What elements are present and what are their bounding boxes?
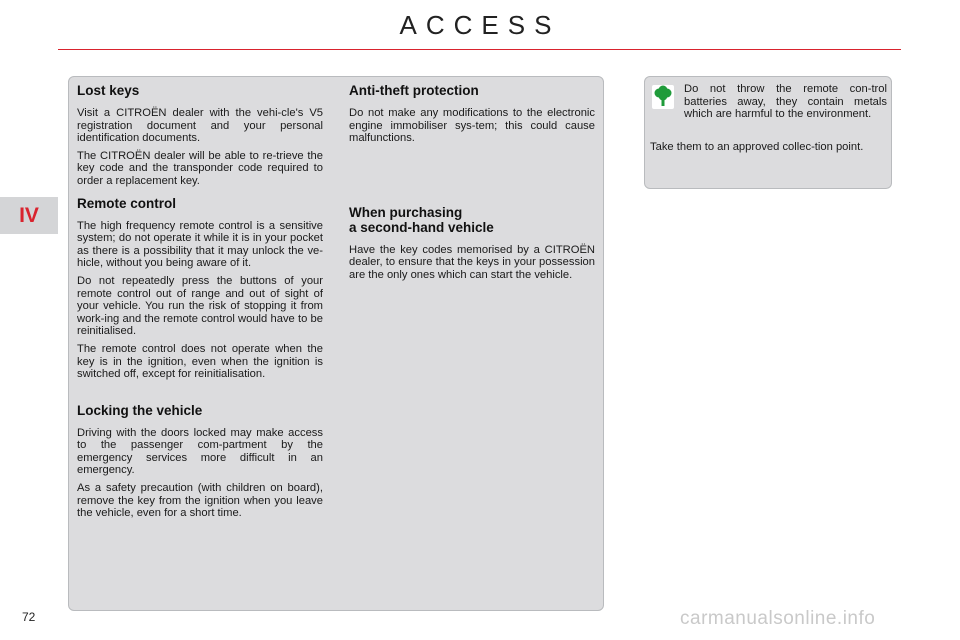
section-locking-vehicle: [77, 403, 323, 520]
tree-icon: [652, 85, 674, 109]
purchase-heading-line-2: a second-hand vehicle: [349, 219, 494, 235]
purchase-paragraph-1: Have the key codes memorised by a CITROËN dealer, to ensure that the keys in your possession are the only ones which can start the vehicle.: [349, 243, 595, 281]
section-second-hand-purchase: [349, 205, 595, 282]
remote-control-heading: Remote control: [77, 195, 177, 211]
right-column: [349, 83, 595, 287]
page-title: ACCESS: [399, 10, 561, 40]
tree-icon-graphic: [652, 85, 674, 109]
locking-paragraph-2: As a safety precaution (with children on board), remove the key from the ignition when you leave the vehicle, even for a short time.: [77, 482, 323, 520]
section-lost-keys: [77, 83, 323, 188]
remote-control-paragraph-3: The remote control does not operate when the key is in the ignition, even when the ignition is switched off, except for reinitialisation.: [77, 342, 323, 381]
title-divider: [58, 49, 901, 50]
section-anti-theft: [349, 83, 595, 145]
purchase-heading-line-1: When purchasing: [349, 204, 463, 220]
remote-control-paragraph-1: The high frequency remote control is a sensitive system; do not operate it while it is in your pocket as there is a possibility that it may unlock the ve-hicle, without you being aware of it.: [77, 219, 323, 270]
note-paragraph-1: Do not throw the remote con-trol batteries away, they contain metals which are harmful to the environment.: [684, 83, 887, 121]
anti-theft-paragraph-1: Do not make any modifications to the electronic engine immobiliser sys-tem; this could cause malfunctions.: [349, 107, 595, 145]
left-column: [77, 83, 323, 525]
lost-keys-heading: Lost keys: [77, 83, 140, 98]
remote-control-paragraph-2: Do not repeatedly press the buttons of your remote control out of range and out of sight of your vehicle. You run the risk of stopping it from work-ing and the remote control would have to be reinitialised.: [77, 274, 323, 338]
lost-keys-paragraph-1: Visit a CITROËN dealer with the vehi-cle's V5 registration document and your personal identification documents.: [77, 107, 323, 145]
lost-keys-paragraph-2: The CITROËN dealer will be able to re-trieve the key code and the transponder code required to order a replacement key.: [77, 149, 323, 187]
note-paragraph-2: Take them to an approved collec-tion point.: [650, 141, 864, 153]
chapter-tab[interactable]: IV: [0, 197, 58, 234]
anti-theft-heading: Anti-theft protection: [349, 83, 479, 98]
section-remote-control: [77, 196, 323, 381]
page-number: 72: [22, 610, 36, 624]
purchase-heading: [349, 205, 595, 235]
watermark: carmanualsonline.info: [680, 608, 876, 629]
environment-note-panel: [644, 76, 892, 189]
locking-paragraph-1: Driving with the doors locked may make access to the passenger com-partment by the emergency services more difficult in an emergency.: [77, 426, 323, 477]
main-content-panel: [68, 76, 604, 611]
locking-heading: Locking the vehicle: [77, 402, 203, 418]
